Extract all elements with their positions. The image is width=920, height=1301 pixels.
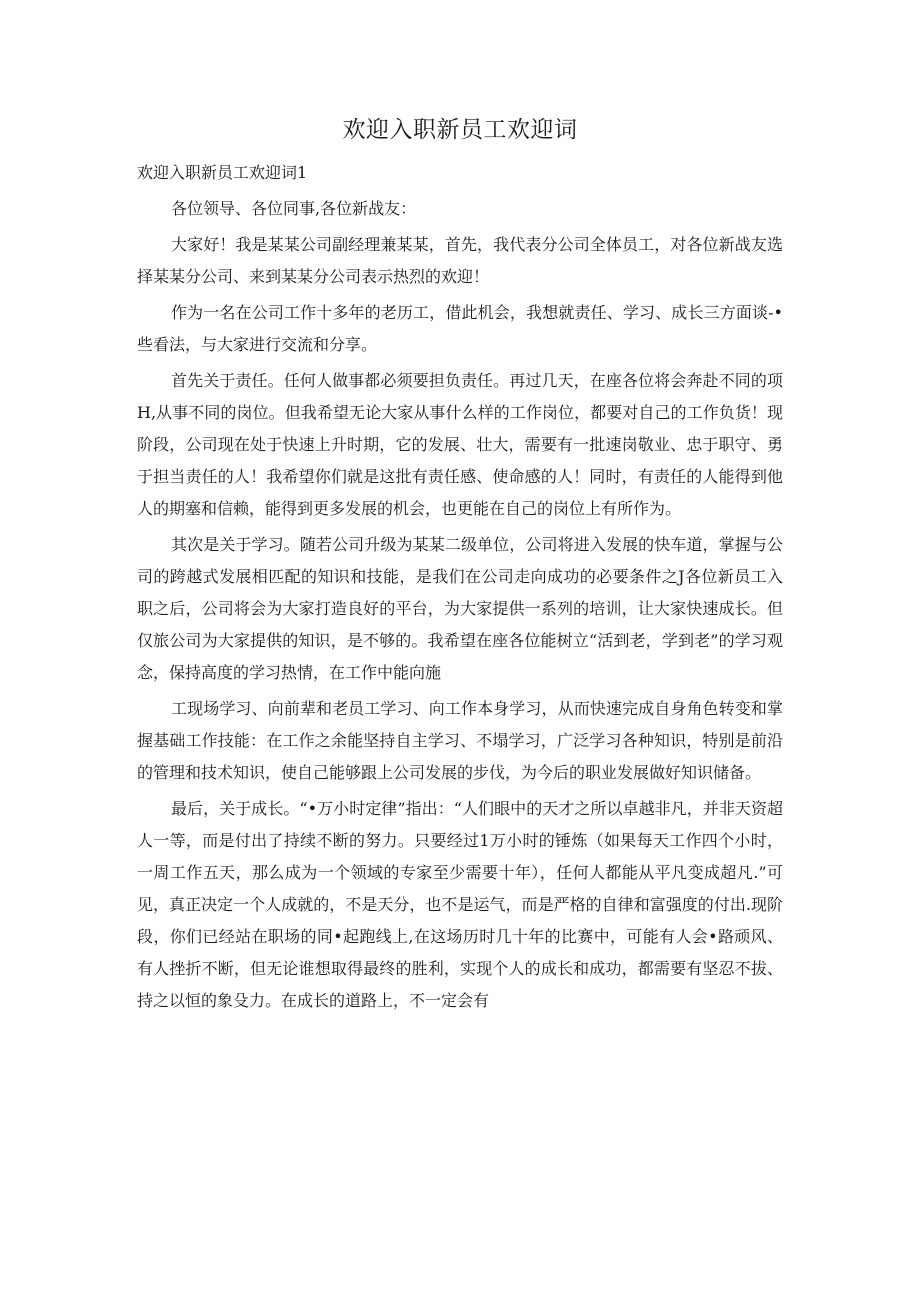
- document-body: [137, 193, 783, 1021]
- paragraph-greeting: 大家好！我是某某公司副经理兼某某，首先，我代表分公司全体员工，对各位新战友选择某某分公司、来到某某分公司表示热烈的欢迎！: [137, 235, 783, 286]
- document-title: 欢迎入职新员工欢迎词: [342, 117, 578, 143]
- paragraph-responsibility: 首先关于责任。任何人做事都必须要担负责任。再过几天，在座各位将会奔赴不同的项H,从事不同的岗位。但我希望无论大家从事什么样的工作岗位，都要对自己的工作负货！现阶段，公司现在处于快速上升时期，它的发展、壮大，需要有一批速岗敬业、忠于职守、勇于担当责任的人！我希望你们就是这批有责任感、使命感的人！同时，有责任的人能得到他人的期塞和信赖，能得到更多发展的机会，也更能在自己的岗位上有所作为。: [137, 371, 783, 518]
- paragraph-growth: 最后，关于成长。“•万小时定律”指出：“人们眼中的天才之所以卓越非凡，并非天资超人一等，而是付出了持续不断的努力。只要经过1万小时的锤炼（如果每天工作四个小时，一周工作五天，那么成为一个领域的专家至少需要十年），任何人都能从平凡变成超凡.”可见，真正决定一个人成就的，不是天分，也不是运气，而是严格的自律和富强度的付出.现阶段，你们已经站在职场的同•起跑线上,在这场历时几十年的比赛中，可能有人会•路顽风、有人挫折不断，但无论谁想取得最终的胜利，实现个人的成长和成功，都需要有坚忍不拔、持之以恒的象殳力。在成长的道路上，不一定会有: [137, 799, 783, 1010]
- paragraph-learning: 其次是关于学习。随若公司升级为某某二级单位，公司将进入发展的快车道，掌握与公司的跨越式发展相匹配的知识和技能，是我们在公司走向成功的必要条件之J各位新员工入职之后，公司将会为大家打造良好的平台，为大家提供一系列的培训，让大家快速成长。但仅旅公司为大家提供的知识，是不够的。我希望在座各位能树立“活到老，学到老”的学习观念，保持高度的学习热情，在工作中能向施: [137, 535, 783, 682]
- paragraph-intro: 作为一名在公司工作十多年的老历工，借此机会，我想就责任、学习、成长三方面谈-•些看法，与大家进行交流和分享。: [137, 303, 783, 354]
- paragraph-salutation: 各位领导、各位同事,各位新战友：: [171, 199, 417, 218]
- document-subtitle: 欢迎入职新员工欢迎词1: [137, 163, 308, 182]
- paragraph-learning-continued: 工现场学习、向前辈和老员工学习、向工作本身学习，从而快速完成自身角色转变和掌握基础工作技能：在工作之余能坚持自主学习、不塌学习，广泛学习各种知识，特别是前沿的管理和技术知识，使自己能够跟上公司发展的步伐，为今后的职业发展做好知识储备。: [137, 699, 783, 782]
